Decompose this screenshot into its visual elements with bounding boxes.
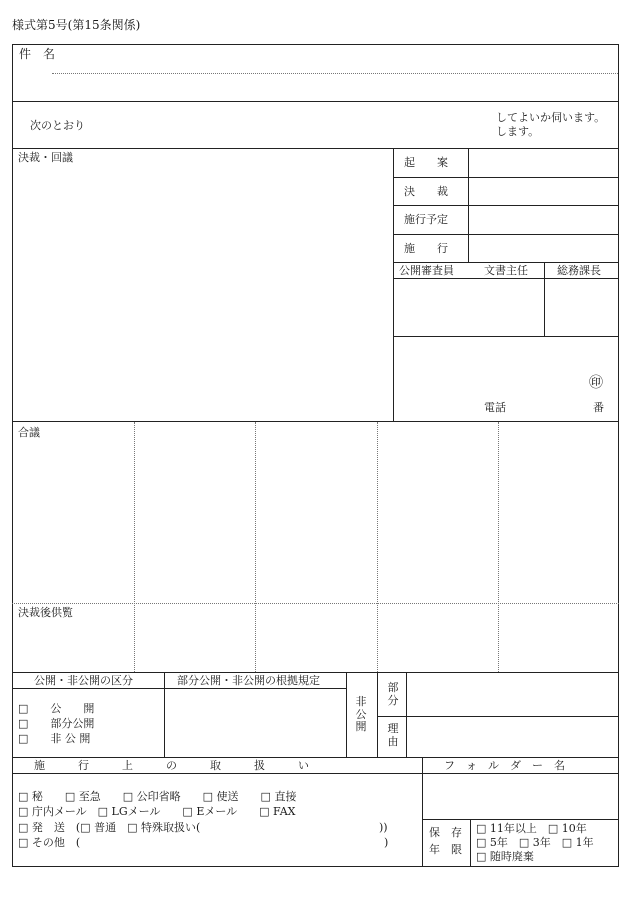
retention-label-2: 年 限 <box>429 843 462 856</box>
retention-line-1[interactable]: □ 11年以上 □ 10年 <box>476 822 587 835</box>
option-public[interactable]: □ 公 開 <box>18 702 95 715</box>
tel-label: 電話 <box>484 401 506 414</box>
basis-header: 部分公開・非公開の根拠規定 <box>177 674 320 687</box>
row-planned: 施行予定 <box>404 213 448 226</box>
reviewer-document: 文書主任 <box>484 264 528 277</box>
disclosure-header: 公開・非公開の区分 <box>34 674 133 687</box>
reviewer-disclosure: 公開審査員 <box>399 264 454 277</box>
handling-line-4-end: ) <box>384 836 389 849</box>
retention-line-2[interactable]: □ 5年 □ 3年 □ 1年 <box>476 836 594 849</box>
row-draft: 起 案 <box>404 156 448 169</box>
ask-line-1: してよいか伺います。 <box>496 111 606 124</box>
form-number: 様式第5号(第15条関係) <box>12 18 141 32</box>
nondisclosure-label: 非公開 <box>355 695 367 734</box>
row-enforced: 施 行 <box>404 242 448 255</box>
part-label: 部分 <box>387 681 399 707</box>
post-review-label: 決裁後供覧 <box>18 606 73 619</box>
next-as-follows: 次のとおり <box>30 119 85 132</box>
retention-label-1: 保 存 <box>429 826 462 839</box>
handling-line-3-end: )) <box>379 821 388 834</box>
handling-line-2[interactable]: □ 庁内メール □ LGメール □ Eメール □ FAX <box>18 805 296 818</box>
ban-label: 番 <box>593 401 604 414</box>
subject-line[interactable] <box>52 73 618 74</box>
consult-label: 合議 <box>18 426 40 439</box>
option-private[interactable]: □ 非 公 開 <box>18 732 91 745</box>
handling-line-4[interactable]: □ その他 ( <box>18 836 81 849</box>
ask-line-2: します。 <box>496 125 540 138</box>
option-partial[interactable]: □ 部分公開 <box>18 717 95 730</box>
folder-header: フ ォ ル ダ ー 名 <box>444 759 565 772</box>
approval-form <box>12 44 619 867</box>
seal-icon: ㊞ <box>589 375 603 391</box>
subject-label: 件 名 <box>19 47 56 61</box>
handling-line-3[interactable]: □ 発 送 (□ 普通 □ 特殊取扱い( <box>18 821 201 834</box>
reason-label: 理由 <box>387 722 399 748</box>
reviewer-general: 総務課長 <box>557 264 601 277</box>
handling-line-1[interactable]: □ 秘 □ 至急 □ 公印省略 □ 使送 □ 直接 <box>18 790 297 803</box>
approval-label: 決裁・回議 <box>18 151 73 164</box>
row-decision: 決 裁 <box>404 185 448 198</box>
retention-line-3[interactable]: □ 随時廃棄 <box>476 850 534 863</box>
handling-header: 施 行 上 の 取 扱 い <box>34 759 309 772</box>
